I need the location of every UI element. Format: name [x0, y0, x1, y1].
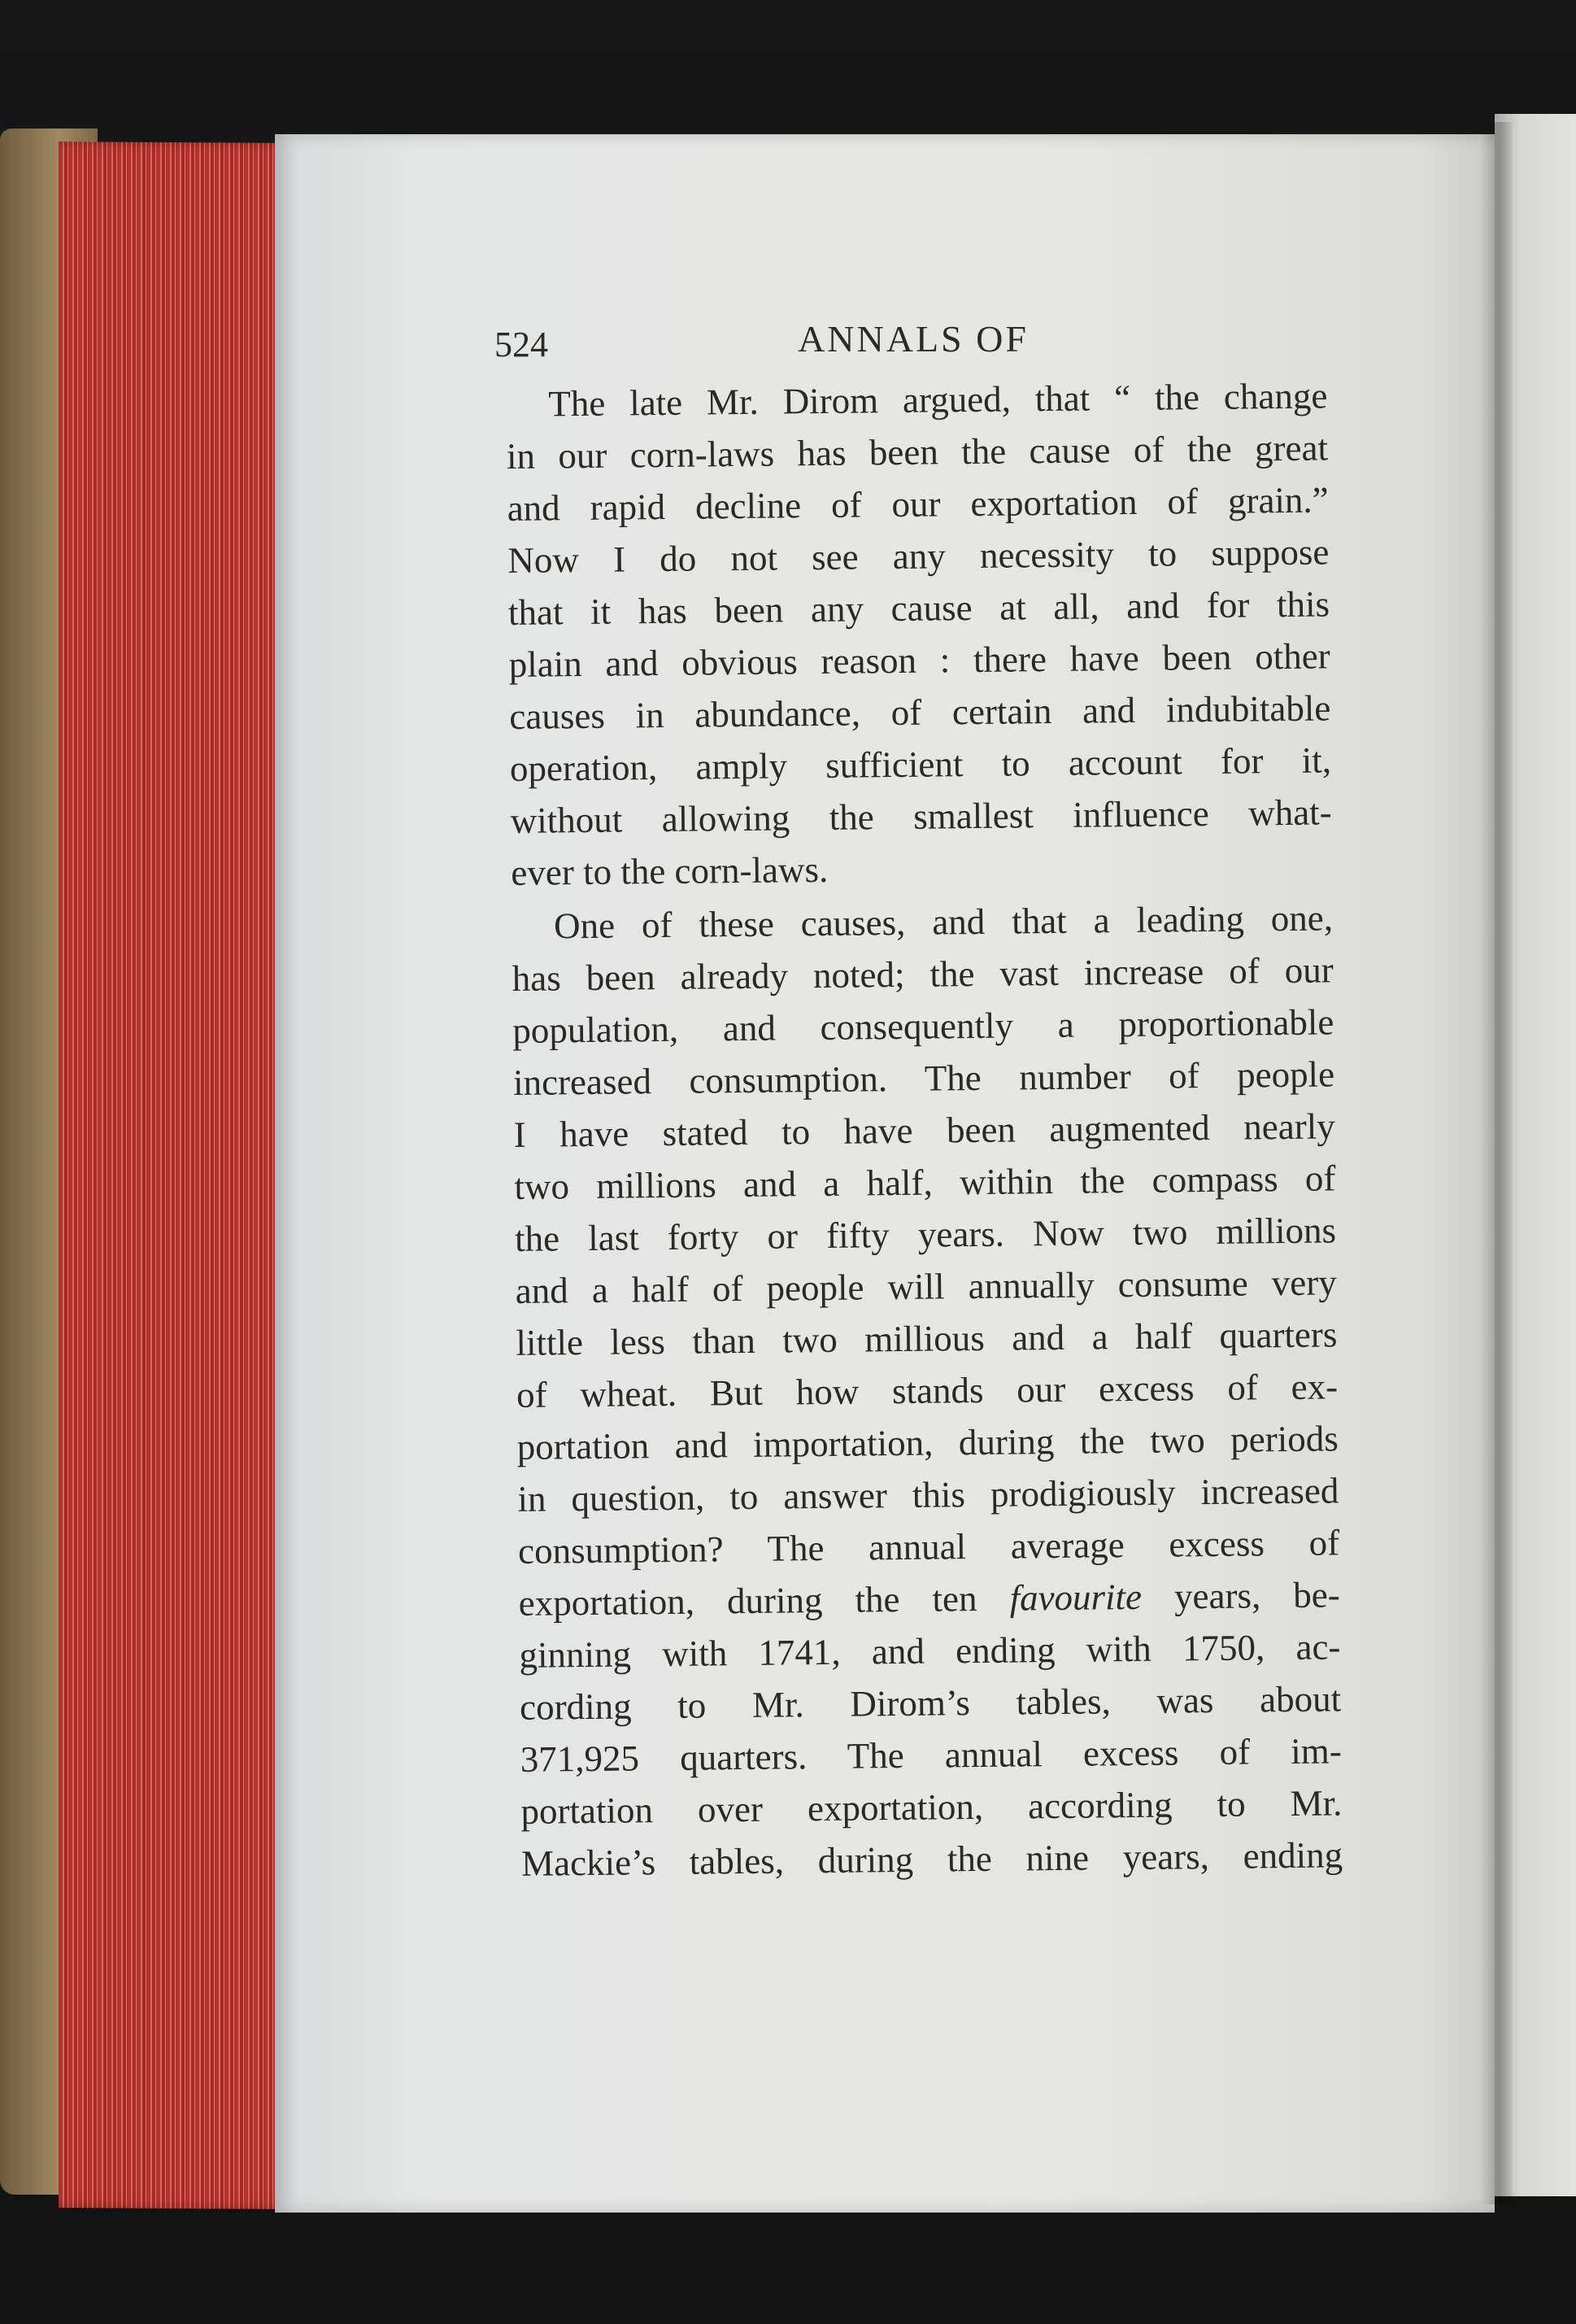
emphasis-after: years, be- — [1141, 1574, 1340, 1617]
text-line: ever to the corn-laws. — [511, 848, 829, 893]
red-page-edges — [59, 142, 294, 2209]
text-line: The late Mr. Dirom argued, that “ the change — [548, 375, 1328, 425]
text-line: cording to Mr. Dirom’s tables, was about — [519, 1678, 1342, 1728]
italic-word: favourite — [1009, 1576, 1143, 1619]
page-number: 524 — [494, 325, 548, 364]
text-line: Mackie’s tables, during the nine years, ending — [520, 1834, 1343, 1884]
page-title: ANNALS OF — [798, 318, 1029, 360]
text-line: portation over exportation, according to Mr. — [520, 1782, 1343, 1832]
gutter-shadow — [1480, 122, 1513, 2204]
text-line: two millions and a half, within the compass of — [514, 1158, 1336, 1207]
emphasis-before: exportation, during the ten — [518, 1577, 1010, 1624]
text-line: plain and obvious reason : there have been other — [508, 635, 1330, 685]
text-line: causes in abundance, of certain and indubitable — [509, 687, 1331, 737]
text-line: ginning with 1741, and ending with 1750, ac- — [519, 1626, 1341, 1676]
text-line: has been already noted; the vast increase of our — [512, 949, 1334, 999]
text-line: of wheat. But how stands our excess of ex- — [516, 1366, 1339, 1415]
text-line: One of these causes, and that a leading one, — [553, 897, 1334, 947]
text-line: little less than two millious and a half quarters — [516, 1314, 1338, 1363]
text-line: the last forty or fifty years. Now two millions — [514, 1210, 1337, 1259]
text-line: portation and importation, during the two periods — [516, 1418, 1339, 1467]
book-page — [275, 134, 1495, 2213]
text-line: 371,925 quarters. The annual excess of im- — [520, 1730, 1342, 1780]
text-line: Now I do not see any necessity to suppose — [507, 531, 1330, 581]
text-line: and rapid decline of our exportation of grain.” — [507, 479, 1329, 529]
body-text — [506, 369, 1343, 1889]
text-line-emphasis — [518, 1568, 1340, 1629]
text-line: without allowing the smallest influence what- — [510, 791, 1332, 841]
text-line: increased consumption. The number of people — [512, 1053, 1335, 1103]
text-line: in our corn-laws has been the cause of the great — [506, 427, 1329, 477]
text-line: that it has been any cause at all, and for this — [507, 583, 1330, 633]
text-line: consumption? The annual average excess of — [517, 1522, 1340, 1572]
text-line: population, and consequently a proportionable — [512, 1001, 1334, 1051]
text-line: in question, to answer this prodigiously increased — [517, 1470, 1339, 1520]
text-line: operation, amply sufficient to account for it, — [509, 739, 1332, 789]
text-line: I have stated to have been augmented nearly — [513, 1105, 1335, 1155]
text-line: and a half of people will annually consume very — [515, 1262, 1337, 1311]
